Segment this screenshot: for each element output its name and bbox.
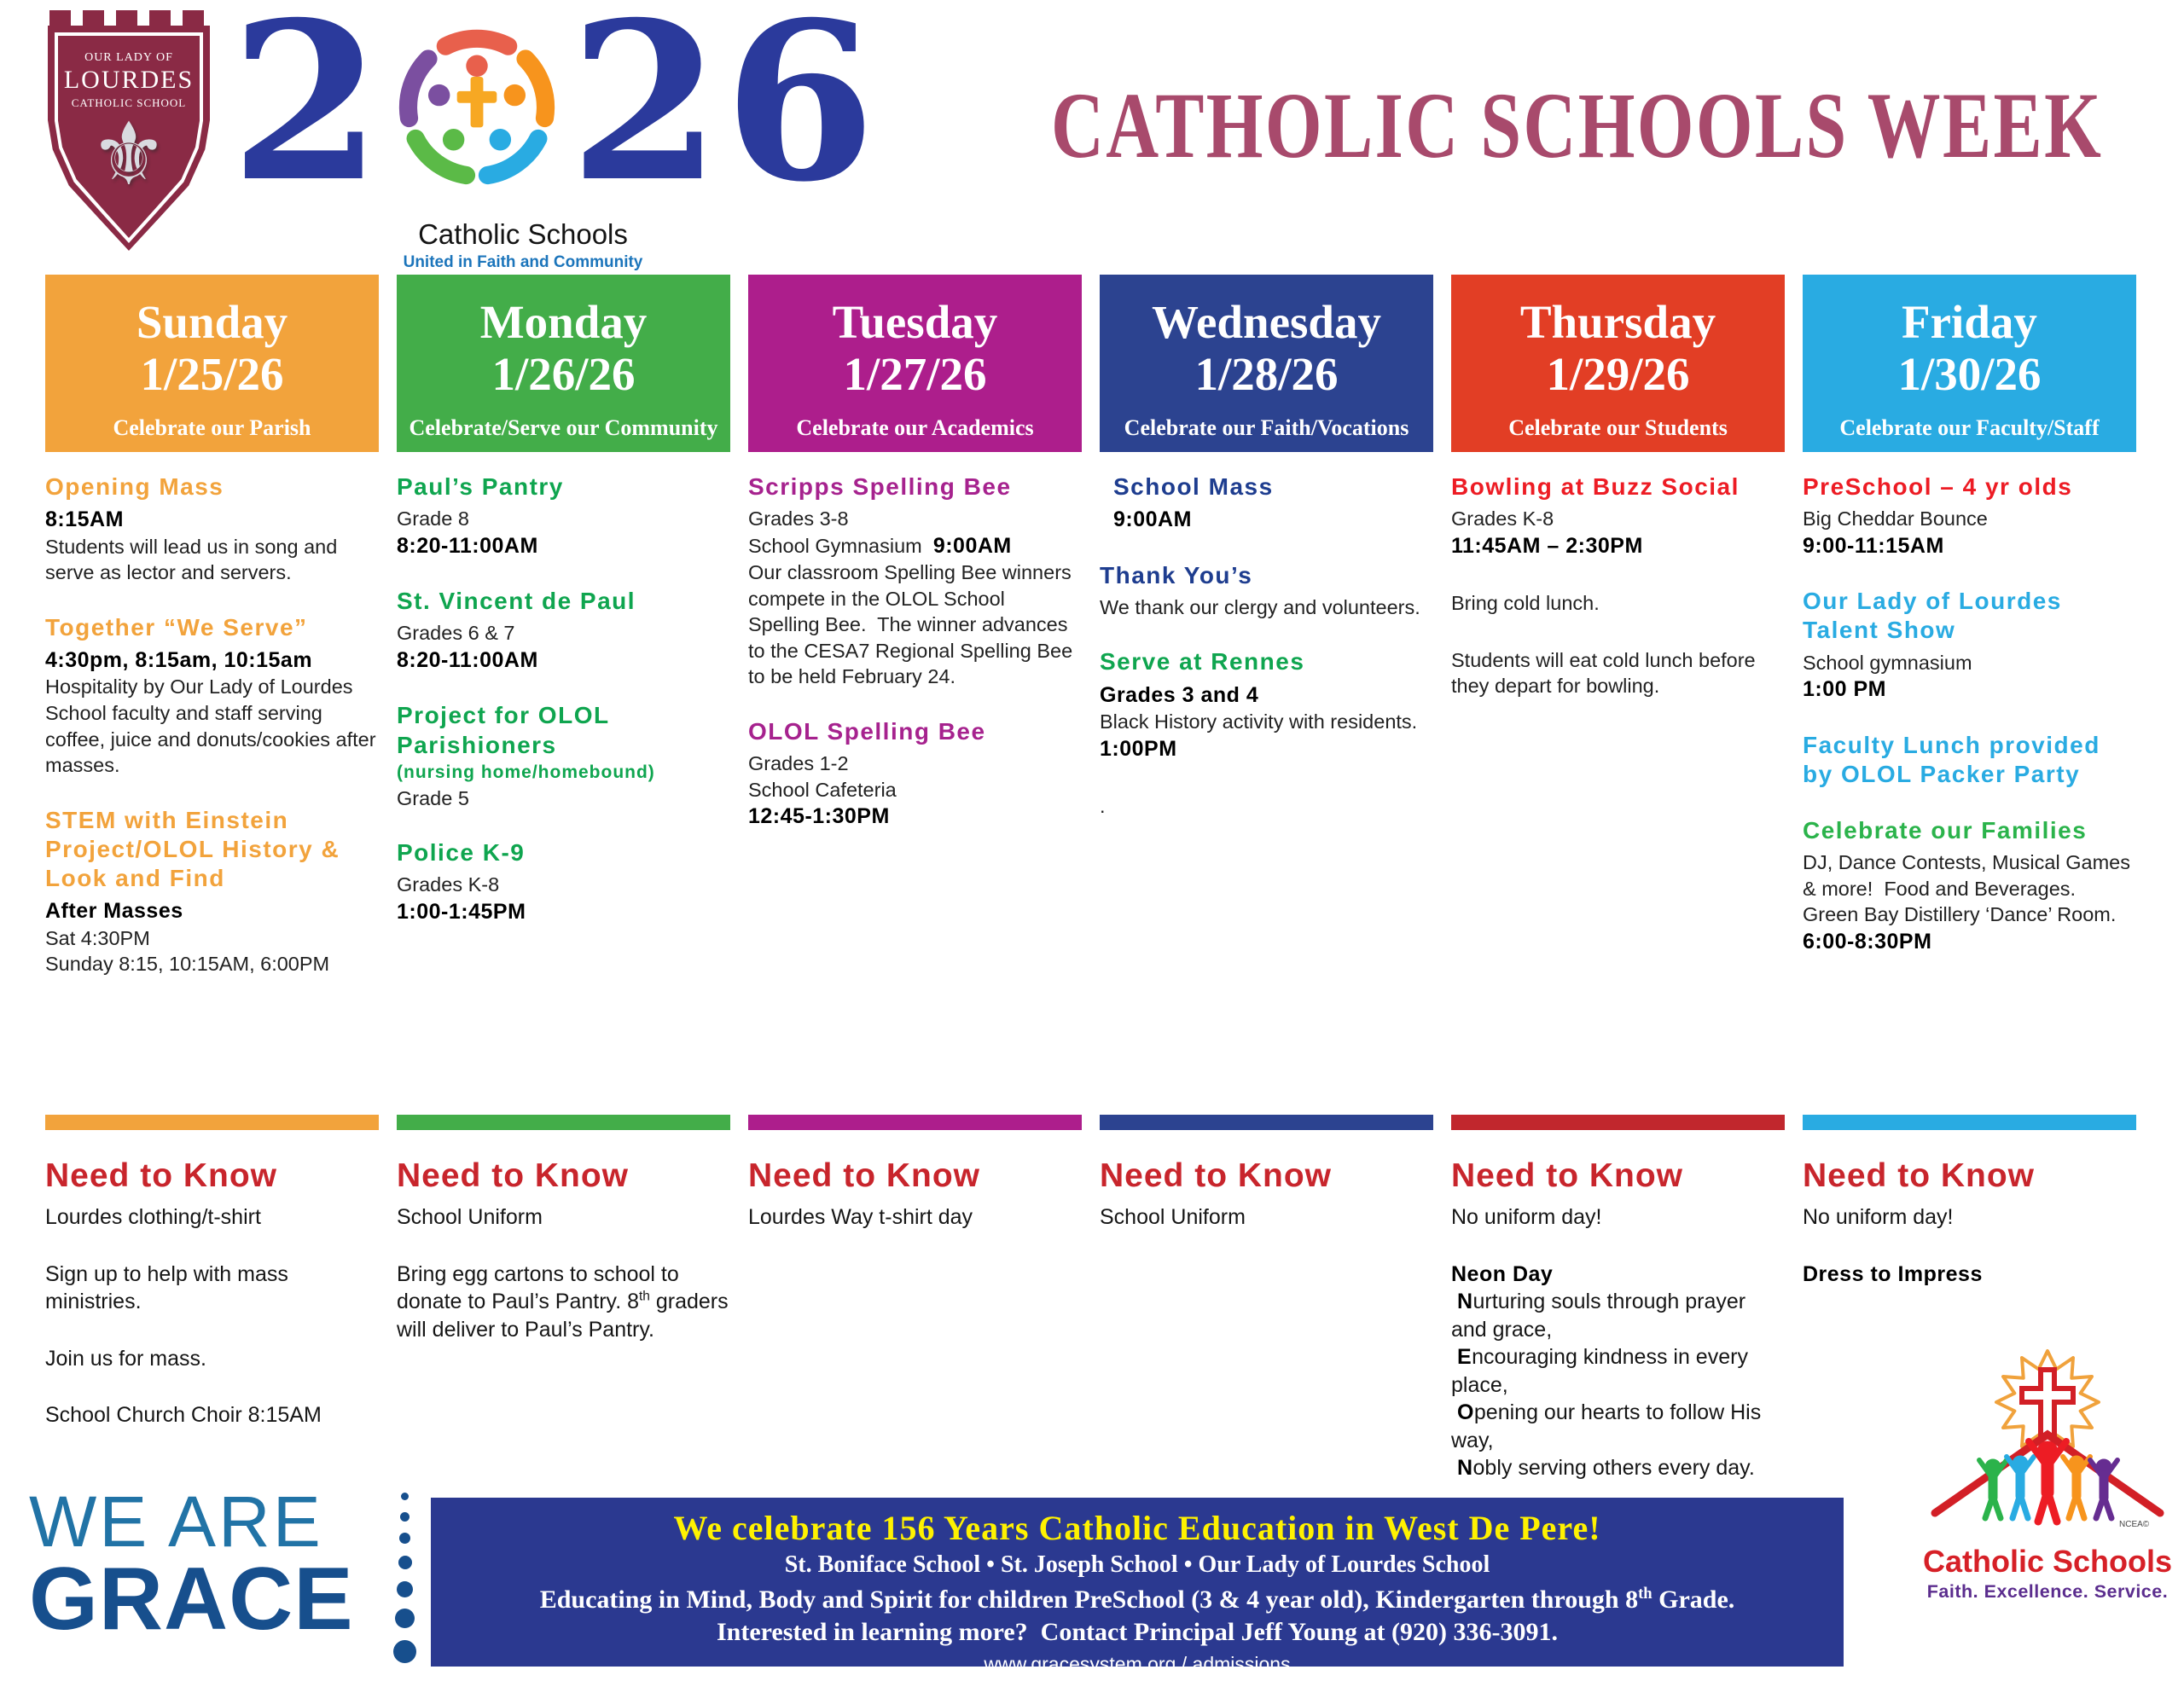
text: Join us for mass. — [45, 1346, 206, 1371]
text: Big Cheddar Bounce — [1803, 507, 1988, 530]
event-line — [45, 646, 379, 675]
event-line — [45, 925, 379, 952]
text: Students will lead us in song and serve as lector and servers. — [45, 535, 338, 584]
event-title: PreSchool – 4 yr olds — [1803, 473, 2073, 500]
event — [1451, 472, 1785, 699]
day-theme: Celebrate our Faith/Vocations — [1124, 415, 1409, 440]
fleur-de-lis-icon: ⚜ — [90, 104, 168, 206]
day-color-bar — [397, 1115, 730, 1130]
event — [397, 472, 730, 559]
banner-mission-a: Educating in Mind, Body and Spirit for children PreSchool (3 & 4 year old), Kindergarten through 8 — [539, 1586, 1639, 1614]
bold-text: 4:30pm, 8:15am, 10:15am — [45, 647, 313, 672]
event-title: STEM with Einstein Project/OLOL History & Look and Find — [45, 806, 340, 891]
event-line — [397, 898, 730, 926]
event — [45, 806, 379, 977]
we-are-grace-logo — [29, 1481, 428, 1675]
day-color-bar — [1451, 1115, 1785, 1130]
event-title: Opening Mass — [45, 473, 224, 500]
ncea-catholic-schools-logo — [1911, 1346, 2184, 1603]
need-to-know — [45, 1130, 379, 1429]
bold-text: 8:20-11:00AM — [397, 647, 538, 672]
event — [1100, 793, 1433, 820]
bold-text: 9:00AM — [932, 533, 1012, 558]
text: Grade 5 — [397, 786, 469, 809]
ntk-line — [397, 1261, 730, 1344]
day-events — [397, 452, 730, 1115]
banner-mission-b: Grade. — [1652, 1586, 1735, 1614]
day-column-tuesday — [748, 275, 1082, 1482]
event-title: Bowling at Buzz Social — [1451, 473, 1740, 500]
we-are-text: WE ARE — [29, 1481, 323, 1562]
ntk-line — [1451, 1454, 1785, 1482]
bold-text: 9:00-11:15AM — [1803, 533, 1944, 558]
text: Grade 8 — [397, 507, 469, 530]
text: School Uniform — [397, 1205, 543, 1229]
day-header — [45, 275, 379, 452]
text: No uniform day! — [1803, 1205, 1954, 1229]
crest-line3: CATHOLIC SCHOOL — [71, 96, 187, 109]
ntk-line — [1451, 1288, 1785, 1343]
event-line — [748, 532, 1082, 560]
event-title: Our Lady of Lourdes Talent Show — [1803, 588, 2062, 644]
event-title: OLOL Spelling Bee — [748, 717, 986, 745]
day-theme: Celebrate our Faculty/Staff — [1839, 415, 2100, 440]
text — [1451, 1290, 1457, 1313]
event-line — [397, 646, 730, 675]
grace-dots-icon — [393, 1493, 416, 1663]
bold-text: 12:45-1:30PM — [748, 804, 890, 829]
day-header — [1100, 275, 1433, 452]
text: Bring egg cartons to school to donate to Paul’s Pantry. 8 — [397, 1261, 679, 1313]
event-line — [45, 506, 379, 534]
bold-text: 11:45AM – 2:30PM — [1451, 533, 1643, 558]
day-name: Thursday — [1519, 296, 1716, 348]
bold-text: N — [1456, 1290, 1473, 1313]
ntk-line — [1803, 1261, 2136, 1289]
event — [45, 472, 379, 586]
ntk-line — [1451, 1203, 1785, 1232]
event-line — [748, 777, 1082, 803]
text: Grades 1-2 — [748, 752, 849, 775]
event-line — [1451, 532, 1785, 560]
ntk-line — [1100, 1203, 1433, 1232]
event-line — [45, 951, 379, 977]
ntk-line — [1451, 1261, 1785, 1289]
day-color-bar — [45, 1115, 379, 1130]
need-to-know-title: Need to Know — [1100, 1157, 1332, 1194]
day-events — [1803, 452, 2136, 1115]
day-color-bar — [748, 1115, 1082, 1130]
bold-text: N — [1456, 1456, 1473, 1480]
event — [748, 717, 1082, 831]
year-digit-2: 2 — [230, 0, 386, 230]
bold-text: Neon Day — [1451, 1261, 1554, 1286]
event-line — [748, 751, 1082, 777]
event-line — [1451, 506, 1785, 532]
ntk-line — [397, 1203, 730, 1232]
day-date: 1/28/26 — [1194, 347, 1339, 400]
text: Grades K-8 — [1451, 507, 1554, 530]
bold-text: 1:00 PM — [1803, 677, 1886, 702]
event-subtitle: (nursing home/homebound) — [397, 762, 655, 782]
day-name: Sunday — [136, 296, 288, 348]
bold-text: 1:00-1:45PM — [397, 899, 526, 924]
need-to-know — [748, 1130, 1082, 1232]
event — [1803, 816, 2136, 955]
school-crest — [48, 10, 210, 251]
need-to-know-title: Need to Know — [397, 1157, 629, 1194]
event-line — [1803, 506, 2136, 532]
text: . — [1100, 795, 1106, 818]
text — [1451, 1400, 1457, 1424]
text — [1451, 1456, 1457, 1480]
text: obly serving others every day. — [1472, 1456, 1755, 1480]
text: No uniform day! — [1451, 1205, 1602, 1229]
ncea-name: Catholic Schools — [1922, 1544, 2173, 1579]
bold-text: E — [1456, 1345, 1472, 1369]
text: Black History activity with residents. — [1100, 710, 1418, 733]
day-column-wednesday — [1100, 275, 1433, 1482]
event-line — [1803, 650, 2136, 676]
bold-text: 8:20-11:00AM — [397, 533, 538, 558]
event — [45, 613, 379, 779]
event — [748, 472, 1082, 690]
week-grid — [45, 275, 2136, 1482]
event-title: St. Vincent de Paul — [397, 588, 636, 615]
day-date: 1/29/26 — [1546, 347, 1690, 400]
banner-mission-sup: th — [1638, 1585, 1653, 1603]
ntk-line — [1451, 1399, 1785, 1454]
text: School Cafeteria — [748, 778, 897, 801]
event — [1100, 472, 1433, 534]
ncea-logo-icon — [1911, 1346, 2184, 1546]
year-2026-logo — [230, 0, 880, 230]
bold-text: O — [1456, 1400, 1474, 1424]
banner-mission — [431, 1585, 1844, 1615]
ntk-line — [45, 1203, 379, 1232]
day-events — [1451, 452, 1785, 1115]
text: Hospitality by Our Lady of Lourdes School faculty and staff serving coffee, juice and donuts/cookies after masses. — [45, 675, 376, 777]
day-theme: Celebrate our Students — [1508, 415, 1728, 440]
crest-line1: OUR LADY OF — [84, 51, 173, 64]
crest-content — [48, 10, 210, 206]
event — [1803, 587, 2136, 703]
day-date: 1/30/26 — [1897, 347, 2042, 400]
event-line — [1100, 709, 1433, 735]
day-name: Monday — [479, 296, 648, 348]
event-line — [1803, 928, 2136, 956]
event-line — [1803, 532, 2136, 560]
event-line — [1451, 647, 1785, 699]
need-to-know-title: Need to Know — [1803, 1157, 2035, 1194]
day-events — [1100, 452, 1433, 1115]
event-title: Paul’s Pantry — [397, 473, 564, 500]
unity-circle-icon — [386, 17, 567, 198]
crest-line2: LOURDES — [63, 66, 195, 94]
text — [1451, 1345, 1457, 1369]
need-to-know-title: Need to Know — [748, 1157, 980, 1194]
day-events — [748, 452, 1082, 1115]
text: urturing souls through prayer and grace, — [1451, 1290, 1746, 1342]
text: Bring cold lunch. — [1451, 592, 1600, 615]
text: Grades 6 & 7 — [397, 622, 515, 645]
text: School Uniform — [1100, 1205, 1246, 1229]
anniversary-banner — [431, 1498, 1844, 1675]
text: graders will deliver to Paul’s Pantry. — [397, 1290, 729, 1342]
bold-text: 1:00PM — [1100, 736, 1177, 761]
day-color-bar — [1803, 1115, 2136, 1130]
event — [1100, 647, 1433, 762]
text: DJ, Dance Contests, Musical Games & more! Food and Beverages. Green Bay Distillery ‘Dance’ Room. — [1803, 851, 2130, 926]
year-digits-26: 26 — [569, 0, 880, 230]
day-date: 1/25/26 — [140, 347, 284, 400]
event-title: Police K-9 — [397, 839, 526, 867]
bold-text: Grades 3 and 4 — [1100, 682, 1259, 707]
need-to-know — [397, 1130, 730, 1343]
event-line — [1451, 590, 1785, 617]
event-line — [748, 506, 1082, 532]
event-line — [1803, 675, 2136, 704]
text: School Gymnasium — [748, 534, 933, 557]
csw-logo-name: Catholic Schools — [418, 218, 628, 250]
event-title: Project for OLOL Parishioners — [397, 702, 610, 758]
event-line — [45, 534, 379, 586]
event — [1803, 731, 2136, 789]
need-to-know — [1100, 1130, 1433, 1232]
event-line — [1100, 793, 1433, 820]
text: School Church Choir 8:15AM — [45, 1403, 322, 1427]
ntk-line — [45, 1345, 379, 1373]
day-header — [1451, 275, 1785, 452]
event — [397, 838, 730, 925]
need-to-know — [1803, 1130, 2136, 1288]
day-theme: Celebrate our Academics — [796, 415, 1034, 440]
need-to-know — [1451, 1130, 1785, 1482]
csw-logo-caption — [399, 218, 647, 272]
day-theme: Celebrate our Parish — [113, 415, 311, 440]
text: Sign up to help with mass ministries. — [45, 1261, 288, 1313]
day-name: Wednesday — [1152, 296, 1381, 348]
banner-url: www.gracesystem.org / admissions — [984, 1653, 1291, 1675]
page-title: CATHOLIC SCHOOLS WEEK — [1051, 73, 2104, 177]
event-line — [397, 872, 730, 898]
ntk-line — [45, 1261, 379, 1316]
event-line — [45, 674, 379, 778]
event-line — [397, 506, 730, 532]
banner-headline: We celebrate 156 Years Catholic Education in West De Pere! — [673, 1509, 1601, 1547]
need-to-know-title: Need to Know — [1451, 1157, 1683, 1194]
banner-contact: Interested in learning more? Contact Principal Jeff Young at (920) 336-3091. — [716, 1618, 1558, 1646]
event-line — [748, 559, 1082, 690]
text: Grades K-8 — [397, 873, 500, 896]
bold-text: 6:00-8:30PM — [1803, 929, 1932, 954]
day-column-monday — [397, 275, 730, 1482]
day-events — [45, 452, 379, 1115]
event — [1100, 561, 1433, 621]
text: Students will eat cold lunch before they depart for bowling. — [1451, 648, 1756, 698]
day-theme: Celebrate/Serve our Community — [409, 415, 718, 440]
event-line — [397, 532, 730, 560]
text: th — [638, 1289, 650, 1304]
ntk-line — [748, 1203, 1082, 1232]
day-column-thursday — [1451, 275, 1785, 1482]
ncea-tagline: Faith. Excellence. Service. — [1926, 1581, 2169, 1602]
event-title: Thank You’s — [1100, 561, 1253, 588]
day-header — [748, 275, 1082, 452]
day-column-sunday — [45, 275, 379, 1482]
day-date: 1/26/26 — [491, 347, 636, 400]
text: ncouraging kindness in every place, — [1451, 1345, 1748, 1397]
event-line — [1100, 681, 1433, 710]
event-title: Faculty Lunch provided by OLOL Packer Party — [1803, 731, 2100, 787]
event — [397, 587, 730, 674]
ntk-line — [1803, 1203, 2136, 1232]
text: Our classroom Spelling Bee winners compete in the OLOL School Spelling Bee. The winner advances to the CESA7 Regional Spelling Bee to be held February 24. — [748, 561, 1073, 688]
event-line — [397, 620, 730, 646]
day-color-bar — [1100, 1115, 1433, 1130]
grace-text: GRACE — [29, 1550, 354, 1649]
event-line — [1113, 506, 1433, 534]
event — [1803, 472, 2136, 559]
need-to-know-title: Need to Know — [45, 1157, 277, 1194]
text: Sunday 8:15, 10:15AM, 6:00PM — [45, 953, 330, 976]
bold-text: After Masses — [45, 899, 183, 924]
day-column-friday — [1803, 275, 2136, 1482]
csw-logo-tagline: United in Faith and Community — [403, 253, 643, 271]
ncea-mark: NCEA© — [2119, 1520, 2150, 1529]
event-line — [1803, 849, 2136, 928]
text: We thank our clergy and volunteers. — [1100, 595, 1420, 618]
event — [397, 701, 730, 811]
day-name: Friday — [1902, 296, 2037, 348]
text: Sat 4:30PM — [45, 926, 150, 949]
event-line — [45, 897, 379, 925]
bold-text: 8:15AM — [45, 507, 124, 532]
bold-text: Dress to Impress — [1803, 1261, 1983, 1286]
text: pening our hearts to follow His way, — [1451, 1400, 1762, 1452]
event-title: Scripps Spelling Bee — [748, 473, 1012, 500]
ntk-line — [45, 1401, 379, 1429]
text: Grades 3-8 — [748, 507, 849, 530]
event-line — [1100, 735, 1433, 763]
event-title: School Mass — [1113, 473, 1274, 500]
event-title: Celebrate our Families — [1803, 816, 2088, 844]
day-header — [1803, 275, 2136, 452]
day-name: Tuesday — [832, 296, 998, 348]
text: School gymnasium — [1803, 651, 1972, 674]
ntk-line — [1451, 1343, 1785, 1399]
day-date: 1/27/26 — [843, 347, 987, 400]
bold-text: 9:00AM — [1113, 507, 1192, 532]
event-title: Together “We Serve” — [45, 613, 308, 641]
text: Lourdes Way t-shirt day — [748, 1205, 973, 1229]
event-line — [1100, 594, 1433, 621]
event-line — [748, 803, 1082, 831]
day-header — [397, 275, 730, 452]
banner-schools: St. Boniface School • St. Joseph School • Our Lady of Lourdes School — [784, 1551, 1490, 1578]
event-title: Serve at Rennes — [1100, 648, 1305, 675]
text: Lourdes clothing/t-shirt — [45, 1205, 261, 1229]
event-line — [397, 786, 730, 812]
